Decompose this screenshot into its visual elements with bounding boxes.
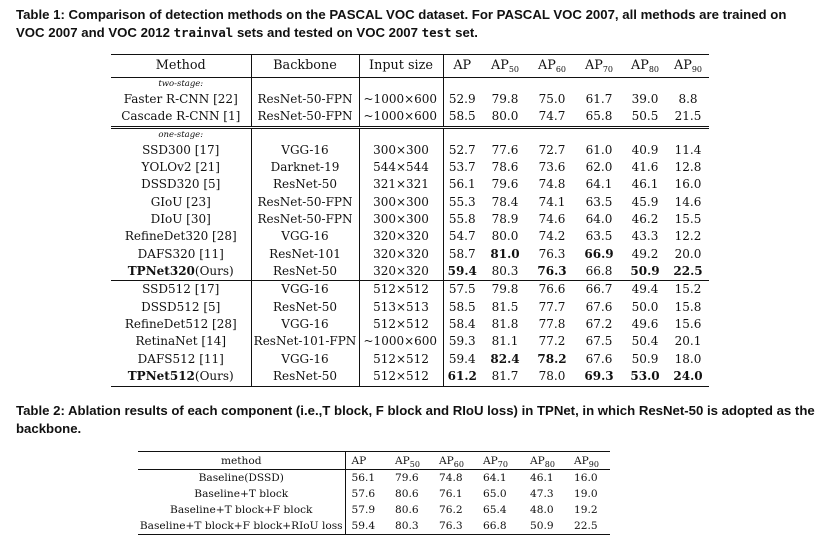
cell-ap70: 63.5: [585, 229, 613, 244]
cell-ap50: 80.0: [491, 229, 519, 244]
cell-ap70: 65.0: [483, 488, 507, 500]
table-row: [111, 263, 709, 281]
table2-caption-label: Table 2:: [16, 403, 69, 418]
cell-ap60: 76.6: [529, 281, 575, 299]
cell-ap60: 78.2: [537, 351, 567, 366]
cell-ap60: 74.2: [538, 229, 566, 244]
col-ap: AP: [345, 452, 389, 470]
cell-ap70: 64.0: [585, 212, 613, 227]
cell-input: 320×320: [359, 263, 443, 281]
cell-ap90: 20.1: [674, 334, 702, 349]
cell-ap80: 50.0: [631, 299, 659, 314]
cell-backbone: ResNet-50: [251, 368, 359, 386]
col-ap90: $AP_{90}$: [568, 452, 610, 470]
group-label-two-stage: two-stage:: [111, 78, 251, 92]
cell-ap90: 19.0: [574, 488, 598, 500]
table-row: [111, 351, 709, 368]
cell-method: DAFS512 [11]: [111, 351, 251, 368]
cell-method: TPNet512(Ours): [111, 368, 251, 386]
cell-ap80: 50.9: [630, 264, 660, 279]
cell-ap70: 66.9: [584, 246, 614, 261]
cell-ap60: 74.6: [538, 212, 566, 227]
cell-ap90: 22.5: [568, 518, 610, 535]
cell-method: Baseline(DSSD): [138, 470, 345, 487]
table-row: [111, 246, 709, 263]
table1-caption-code-test: test: [421, 25, 452, 40]
cell-method: SSD300 [17]: [111, 142, 251, 159]
cell-ap90: 21.5: [674, 109, 702, 124]
cell-ap70: 65.8: [585, 109, 613, 124]
cell-backbone: ResNet-50-FPN: [251, 91, 359, 108]
cell-ap60: 76.1: [439, 488, 463, 500]
cell-ap90: 12.2: [674, 229, 702, 244]
cell-method: RetinaNet [14]: [111, 333, 251, 350]
table2-header-row: [138, 452, 610, 470]
cell-method: Cascade R-CNN [1]: [111, 108, 251, 127]
table2: [138, 451, 610, 535]
cell-ap50: 80.0: [491, 109, 519, 124]
cell-ap80: 50.9: [631, 351, 659, 366]
table-row: [111, 159, 709, 176]
cell-ap90: 14.6: [674, 194, 702, 209]
cell-input: ~1000×600: [359, 333, 443, 350]
col-ap70: $AP_{70}$: [477, 452, 524, 470]
cell-ap80: 49.4: [623, 281, 667, 299]
table1-caption: [16, 6, 816, 42]
cell-backbone: VGG-16: [251, 142, 359, 159]
cell-input: ~1000×600: [359, 91, 443, 108]
table2-caption: [16, 402, 816, 438]
cell-ap80: 50.9: [524, 518, 568, 535]
cell-ap: 56.1: [345, 470, 389, 487]
cell-ap: 59.4: [345, 518, 389, 535]
cell-ap: 53.7: [448, 160, 476, 175]
table1-caption-label: Table 1:: [16, 7, 69, 22]
cell-ap60: 74.8: [538, 177, 566, 192]
cell-ap: 55.3: [448, 194, 476, 209]
cell-ap: 58.5: [448, 299, 476, 314]
cell-ap60: 77.7: [538, 299, 566, 314]
col-method: method: [138, 452, 345, 470]
cell-ap80: 45.9: [631, 194, 659, 209]
cell-backbone: VGG-16: [251, 351, 359, 368]
col-ap60: $AP_{60}$: [529, 55, 575, 78]
col-ap70: $AP_{70}$: [575, 55, 623, 78]
cell-ap50: 80.6: [395, 504, 419, 516]
cell-ap70: 67.6: [585, 299, 613, 314]
cell-backbone: ResNet-50-FPN: [251, 108, 359, 127]
cell-method: YOLOv2 [21]: [111, 159, 251, 176]
col-ap90: $AP_{90}$: [667, 55, 709, 78]
table-row: [111, 299, 709, 316]
cell-ap50: 81.7: [481, 368, 529, 386]
cell-ap80: 41.6: [631, 160, 659, 175]
cell-method: GIoU [23]: [111, 194, 251, 211]
cell-ap90: 24.0: [667, 368, 709, 386]
cell-ap80: 49.2: [631, 246, 659, 261]
cell-ap: 55.8: [448, 212, 476, 227]
cell-ap80: 46.2: [631, 212, 659, 227]
table1-caption-text-2: sets and tested on VOC 2007: [233, 25, 422, 40]
table1: [111, 54, 709, 387]
cell-input: 320×320: [359, 228, 443, 245]
cell-ap60: 72.7: [538, 142, 566, 157]
cell-method: TPNet320(Ours): [111, 263, 251, 281]
table-row: [138, 470, 610, 487]
cell-backbone: ResNet-50: [251, 176, 359, 193]
cell-ap80: 40.9: [631, 142, 659, 157]
cell-input: 512×512: [359, 368, 443, 386]
group-label-row: [111, 78, 709, 92]
cell-ap: 54.7: [448, 229, 476, 244]
cell-ap: 58.7: [448, 246, 476, 261]
table1-caption-text: Comparison of detection methods on the PASCAL VOC dataset. For PASCAL VOC 2007, all methods are trained on VOC 2007 and VOC 2012: [16, 7, 787, 40]
col-ap80: $AP_{80}$: [524, 452, 568, 470]
cell-ap: 58.5: [448, 109, 476, 124]
cell-input: 300×300: [359, 142, 443, 159]
cell-ap80: 46.1: [631, 177, 659, 192]
cell-method: Baseline+T block+F block: [138, 502, 345, 518]
cell-ap50: 80.3: [491, 264, 519, 279]
cell-backbone: ResNet-101: [251, 246, 359, 263]
cell-input: 512×512: [359, 316, 443, 333]
table-row: [111, 194, 709, 211]
cell-backbone: Darknet-19: [251, 159, 359, 176]
cell-ap60: 76.3: [538, 246, 566, 261]
cell-ap50: 80.6: [395, 488, 419, 500]
cell-ap80: 49.6: [631, 317, 659, 332]
cell-method: Baseline+T block: [138, 486, 345, 502]
cell-ap50: 78.4: [491, 194, 519, 209]
group-label-row: [111, 127, 709, 142]
table-row: [111, 176, 709, 193]
cell-ap80: 53.0: [623, 368, 667, 386]
cell-ap60: 76.3: [537, 264, 567, 279]
cell-ap70: 66.8: [585, 264, 613, 279]
cell-ap80: 39.0: [631, 92, 659, 106]
cell-ap60: 78.0: [529, 368, 575, 386]
cell-ap90: 20.0: [674, 246, 702, 261]
cell-ap90: 22.5: [673, 264, 703, 279]
cell-ap60: 74.1: [538, 194, 566, 209]
cell-method: DAFS320 [11]: [111, 246, 251, 263]
col-backbone: Backbone: [251, 55, 359, 78]
cell-ap50: 79.8: [481, 281, 529, 299]
cell-ap60: 74.8: [433, 470, 477, 487]
table-row: [111, 281, 709, 299]
cell-ap90: 15.2: [667, 281, 709, 299]
cell-method: Baseline+T block+F block+RIoU loss: [138, 518, 345, 535]
cell-ap90: 12.8: [674, 160, 702, 175]
cell-ap50: 81.0: [490, 246, 520, 261]
cell-ap70: 64.1: [585, 177, 613, 192]
cell-method: DSSD320 [5]: [111, 176, 251, 193]
cell-ap70: 67.5: [585, 334, 613, 349]
cell-ap50: 82.4: [490, 351, 520, 366]
cell-input: 513×513: [359, 299, 443, 316]
table2-caption-text: Ablation results of each component (i.e.,T block, F block and RIoU loss) in TPNet, in which ResNet-50 is adopted as the backbone.: [16, 403, 815, 436]
cell-ap: 52.9: [448, 92, 476, 106]
cell-ap90: 18.0: [674, 351, 702, 366]
table1-caption-code-trainval: trainval: [173, 25, 234, 40]
cell-ap70: 67.6: [585, 351, 613, 366]
cell-input: 320×320: [359, 246, 443, 263]
cell-ap60: 76.3: [433, 518, 477, 535]
table-row: [111, 91, 709, 108]
cell-ap: 59.4: [447, 264, 477, 279]
cell-ap60: 76.2: [439, 504, 463, 516]
cell-ap50: 81.8: [491, 317, 519, 332]
cell-ap70: 61.7: [585, 92, 613, 106]
cell-ap: 59.3: [448, 334, 476, 349]
cell-ap60: 77.2: [538, 334, 566, 349]
col-input-size: Input size: [359, 55, 443, 78]
cell-input: 300×300: [359, 194, 443, 211]
cell-ap80: 50.5: [631, 109, 659, 124]
cell-ap70: 66.7: [575, 281, 623, 299]
cell-ap50: 78.9: [491, 212, 519, 227]
cell-ap50: 79.6: [491, 177, 519, 192]
cell-ap80: 47.3: [530, 488, 554, 500]
cell-ap70: 65.4: [483, 504, 507, 516]
table-row: [138, 502, 610, 518]
cell-method: RefineDet320 [28]: [111, 228, 251, 245]
table-row: [138, 518, 610, 535]
cell-input: 321×321: [359, 176, 443, 193]
table1-header-row: [111, 55, 709, 78]
table-row: [138, 486, 610, 502]
col-ap80: $AP_{80}$: [623, 55, 667, 78]
cell-ap50: 80.3: [389, 518, 433, 535]
cell-ap: 56.1: [448, 177, 476, 192]
cell-backbone: ResNet-50: [251, 263, 359, 281]
cell-ap80: 48.0: [530, 504, 554, 516]
cell-ap60: 77.8: [538, 317, 566, 332]
table-row: [111, 333, 709, 350]
cell-input: 512×512: [359, 351, 443, 368]
cell-ap50: 79.8: [491, 92, 519, 106]
cell-ap50: 79.6: [389, 470, 433, 487]
cell-ap50: 78.6: [491, 160, 519, 175]
table-row: [111, 368, 709, 386]
group-label-one-stage: one-stage:: [111, 127, 251, 142]
col-ap60: $AP_{60}$: [433, 452, 477, 470]
col-method: Method: [111, 55, 251, 78]
cell-ap70: 63.5: [585, 194, 613, 209]
cell-ap60: 73.6: [538, 160, 566, 175]
cell-backbone: ResNet-50: [251, 299, 359, 316]
table-row: [111, 142, 709, 159]
col-ap50: $AP_{50}$: [389, 452, 433, 470]
cell-input: 300×300: [359, 211, 443, 228]
cell-ap: 58.4: [448, 317, 476, 332]
cell-ap80: 46.1: [524, 470, 568, 487]
cell-ap80: 43.3: [631, 229, 659, 244]
cell-backbone: VGG-16: [251, 228, 359, 245]
cell-ap50: 81.1: [491, 334, 519, 349]
cell-backbone: VGG-16: [251, 316, 359, 333]
cell-ap70: 67.2: [585, 317, 613, 332]
cell-backbone: ResNet-50-FPN: [251, 194, 359, 211]
cell-ap90: 15.5: [674, 212, 702, 227]
cell-ap50: 81.5: [491, 299, 519, 314]
col-ap50: $AP_{50}$: [481, 55, 529, 78]
col-ap: AP: [443, 55, 481, 78]
cell-input: 512×512: [359, 281, 443, 299]
cell-input: ~1000×600: [359, 108, 443, 127]
table-row: [111, 211, 709, 228]
cell-ap: 57.9: [351, 504, 376, 516]
cell-ap: 59.4: [448, 351, 476, 366]
cell-method: DIoU [30]: [111, 211, 251, 228]
cell-ap70: 66.8: [477, 518, 524, 535]
cell-backbone: ResNet-101-FPN: [251, 333, 359, 350]
cell-ap: 52.7: [448, 142, 476, 157]
cell-ap90: 16.0: [674, 177, 702, 192]
cell-backbone: VGG-16: [251, 281, 359, 299]
table-row: [111, 228, 709, 245]
cell-ap70: 61.0: [585, 142, 613, 157]
cell-ap80: 50.4: [631, 334, 659, 349]
cell-ap: 57.6: [351, 488, 376, 500]
cell-ap90: 11.4: [674, 142, 702, 157]
cell-ap: 61.2: [443, 368, 481, 386]
cell-ap60: 74.7: [538, 109, 566, 124]
table-row: [111, 108, 709, 127]
cell-ap50: 77.6: [491, 142, 519, 157]
cell-method: SSD512 [17]: [111, 281, 251, 299]
cell-method: RefineDet512 [28]: [111, 316, 251, 333]
table-row: [111, 316, 709, 333]
cell-ap: 57.5: [443, 281, 481, 299]
cell-ap60: 75.0: [538, 92, 566, 106]
cell-method: DSSD512 [5]: [111, 299, 251, 316]
cell-ap90: 19.2: [574, 504, 598, 516]
cell-ap70: 62.0: [585, 160, 613, 175]
cell-input: 544×544: [359, 159, 443, 176]
cell-ap70: 69.3: [575, 368, 623, 386]
cell-ap90: 15.6: [674, 317, 702, 332]
cell-ap90: 8.8: [678, 92, 698, 106]
cell-ap90: 15.8: [674, 299, 702, 314]
cell-ap70: 64.1: [477, 470, 524, 487]
table1-caption-text-3: set.: [451, 25, 478, 40]
cell-backbone: ResNet-50-FPN: [251, 211, 359, 228]
cell-ap90: 16.0: [568, 470, 610, 487]
cell-method: Faster R-CNN [22]: [111, 91, 251, 108]
